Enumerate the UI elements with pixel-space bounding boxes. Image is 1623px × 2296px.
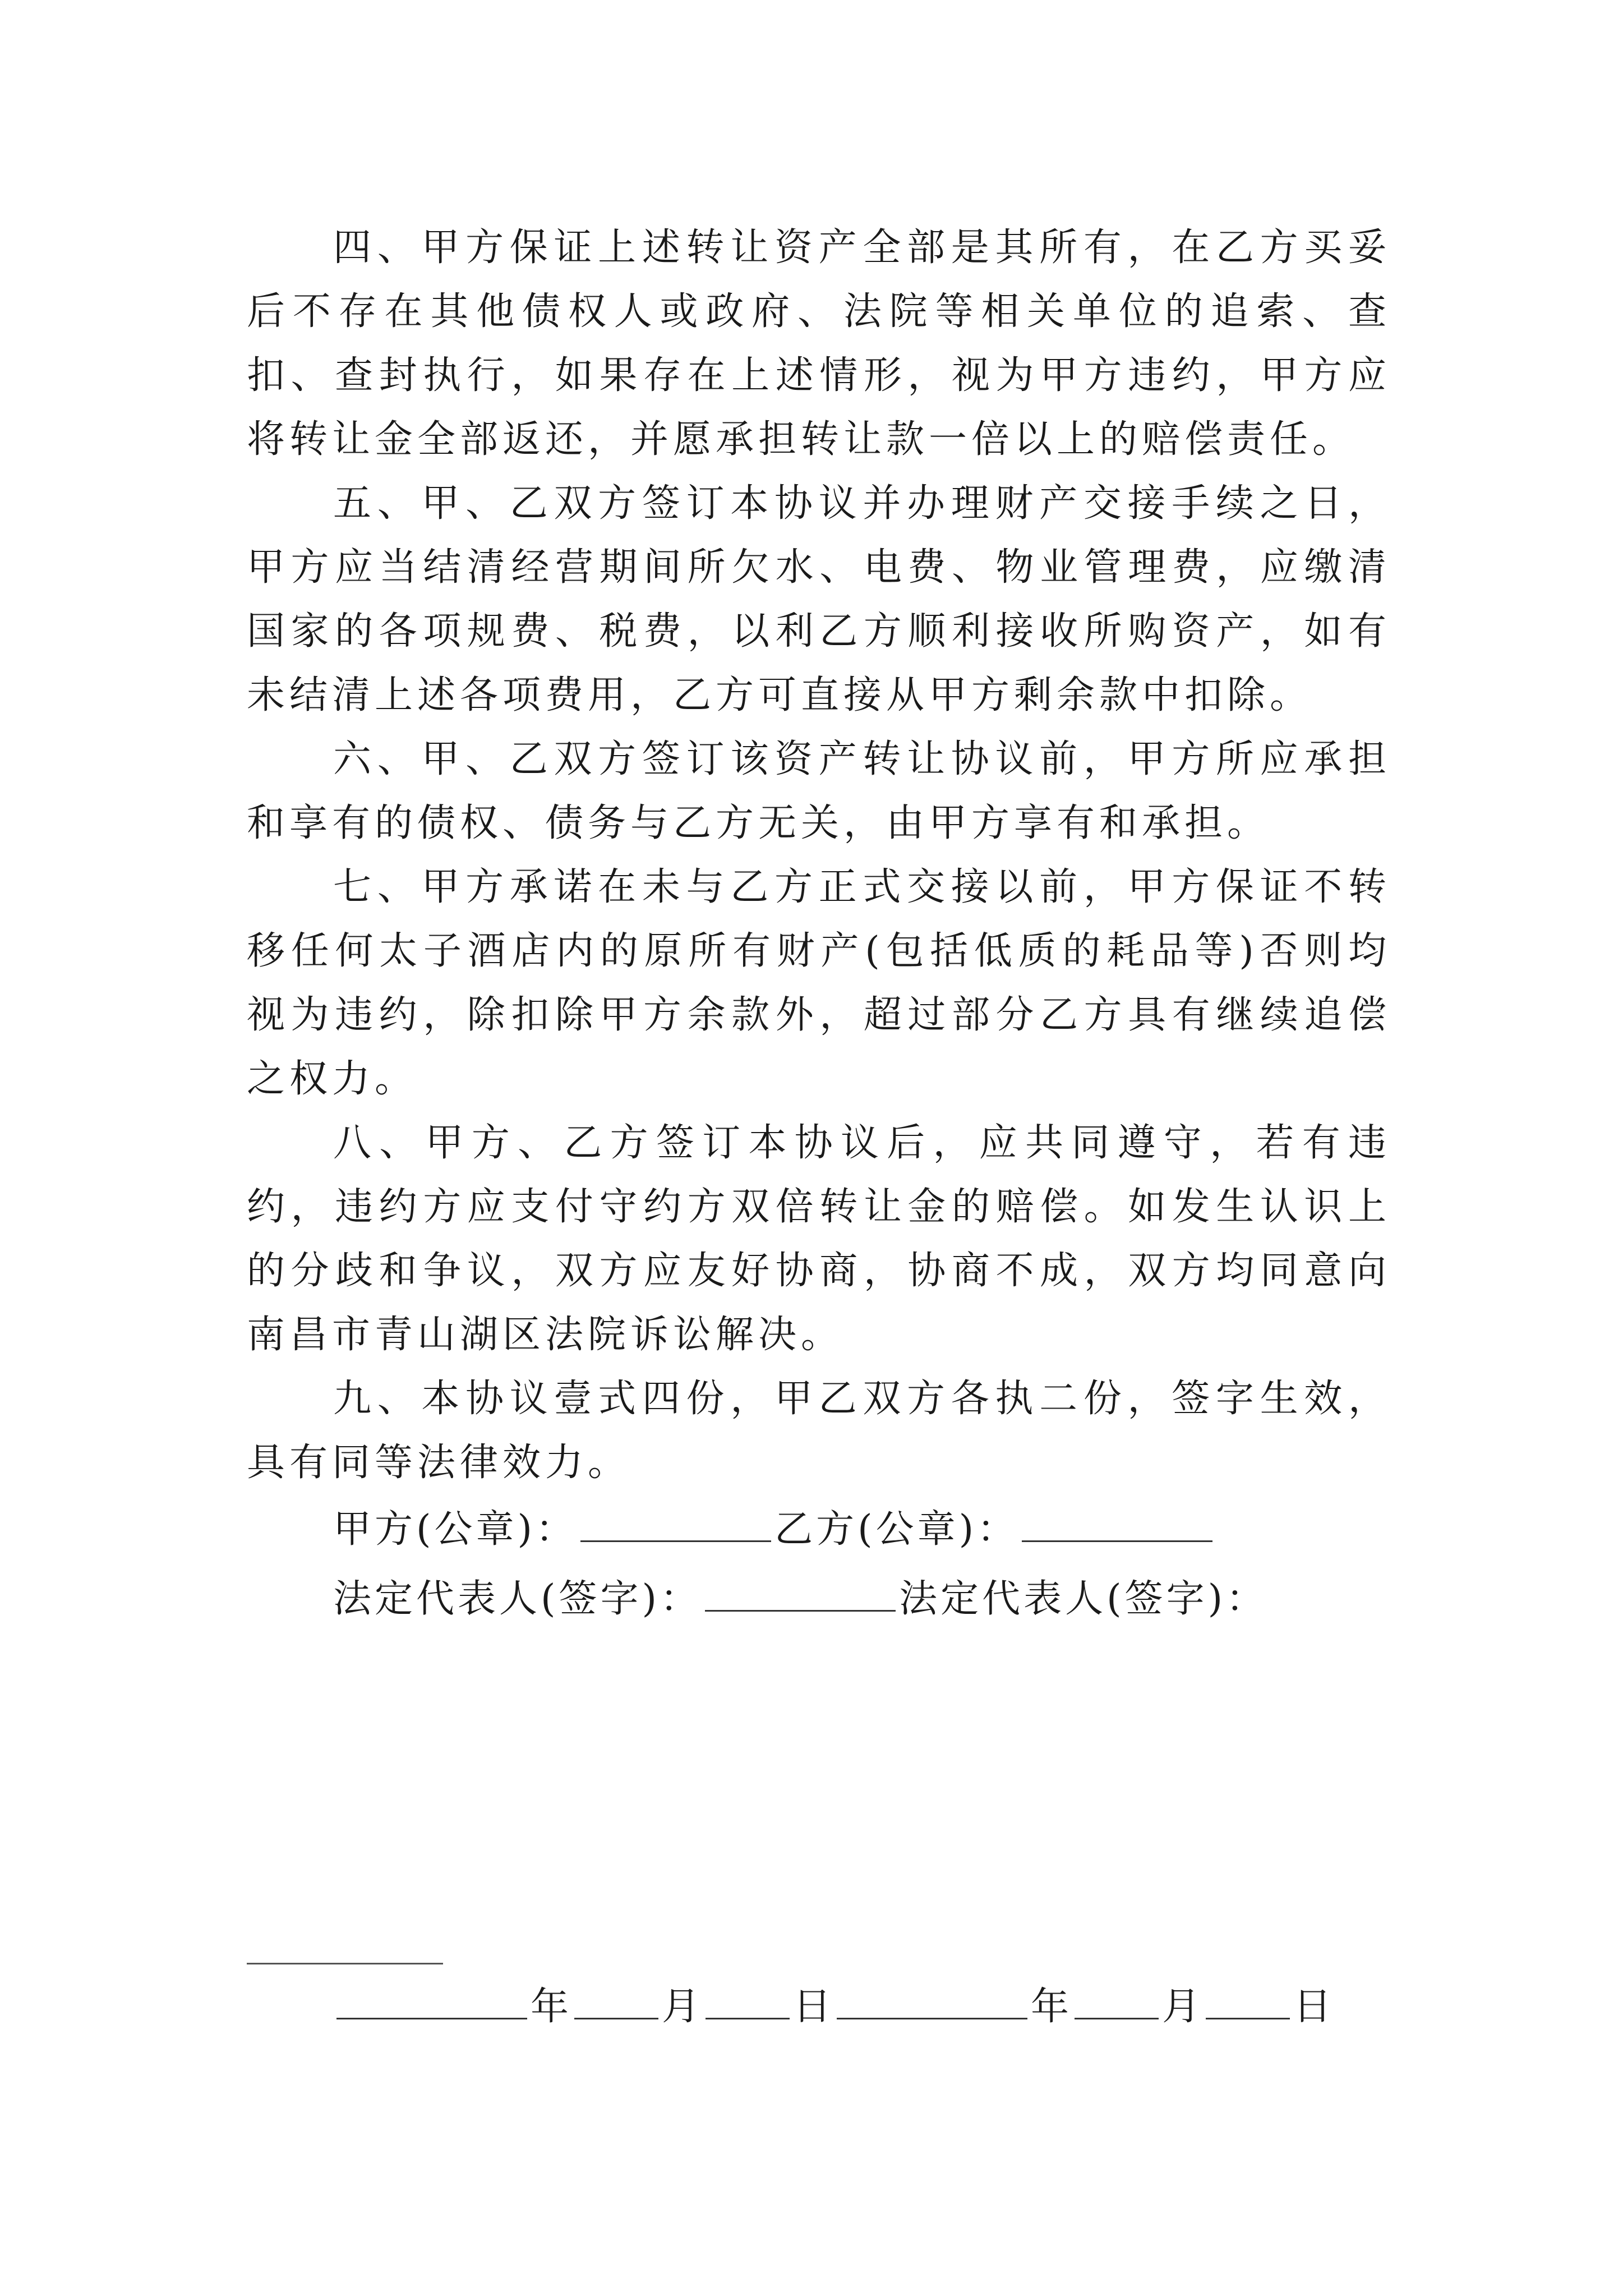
month-a-label: 月 bbox=[662, 1985, 703, 2029]
clause-4: 四、甲方保证上述转让资产全部是其所有，在乙方买妥后不存在其他债权人或政府、法院等相关单位的追索、查扣、查封执行，如果存在上述情形，视为甲方违约，甲方应将转让金全部返还，并愿承担转让款一倍以上的赔偿责任。 bbox=[247, 226, 1391, 462]
year-a-label: 年 bbox=[531, 1985, 571, 2029]
agreement-body bbox=[247, 216, 1391, 1634]
month-b-blank bbox=[1075, 1981, 1159, 2019]
clause-5: 五、甲、乙双方签订本协议并办理财产交接手续之日，甲方应当结清经营期间所欠水、电费、物业管理费，应缴清国家的各项规费、税费，以利乙方顺利接收所购资产，如有未结清上述各项费用，乙方可直接从甲方剩余款中扣除。 bbox=[247, 481, 1391, 717]
day-b-label: 日 bbox=[1293, 1985, 1334, 2029]
day-a-blank bbox=[706, 1981, 790, 2019]
rep-b-sign-label: 法定代表人(签字)： bbox=[899, 1577, 1268, 1621]
year-a-blank bbox=[336, 1981, 527, 2019]
seal-line bbox=[247, 1495, 1391, 1565]
signature-line bbox=[247, 1565, 1391, 1634]
month-b-label: 月 bbox=[1162, 1985, 1203, 2029]
party-a-seal-label: 甲方(公章)： bbox=[333, 1507, 578, 1552]
year-b-blank bbox=[837, 1981, 1027, 2019]
day-b-blank bbox=[1206, 1981, 1290, 2019]
month-a-blank bbox=[574, 1981, 658, 2019]
day-a-label: 日 bbox=[793, 1985, 834, 2029]
clause-8: 八、甲方、乙方签订本协议后，应共同遵守，若有违约，违约方应支付守约方双倍转让金的赔偿。如发生认识上的分歧和争议，双方应友好协商，协商不成，双方均同意向南昌市青山湖区法院诉讼解决。 bbox=[247, 1121, 1391, 1357]
year-b-label: 年 bbox=[1031, 1985, 1072, 2029]
rep-b-sign-blank bbox=[247, 1963, 443, 1964]
clause-9: 九、本协议壹式四份，甲乙双方各执二份，签字生效，具有同等法律效力。 bbox=[247, 1377, 1391, 1485]
party-a-seal-blank bbox=[580, 1507, 771, 1542]
party-b-seal-label: 乙方(公章)： bbox=[774, 1507, 1019, 1552]
date-line bbox=[333, 1979, 1334, 2035]
rep-a-sign-blank bbox=[705, 1576, 896, 1612]
clause-6: 六、甲、乙双方签订该资产转让协议前，甲方所应承担和享有的债权、债务与乙方无关，由甲方享有和承担。 bbox=[247, 737, 1391, 845]
party-b-seal-blank bbox=[1022, 1507, 1212, 1542]
rep-a-sign-label: 法定代表人(签字)： bbox=[333, 1577, 702, 1621]
clause-7: 七、甲方承诺在未与乙方正式交接以前，甲方保证不转移任何太子酒店内的原所有财产(包括低质的耗品等)否则均视为违约，除扣除甲方余款外，超过部分乙方具有继续追偿之权力。 bbox=[247, 865, 1391, 1101]
